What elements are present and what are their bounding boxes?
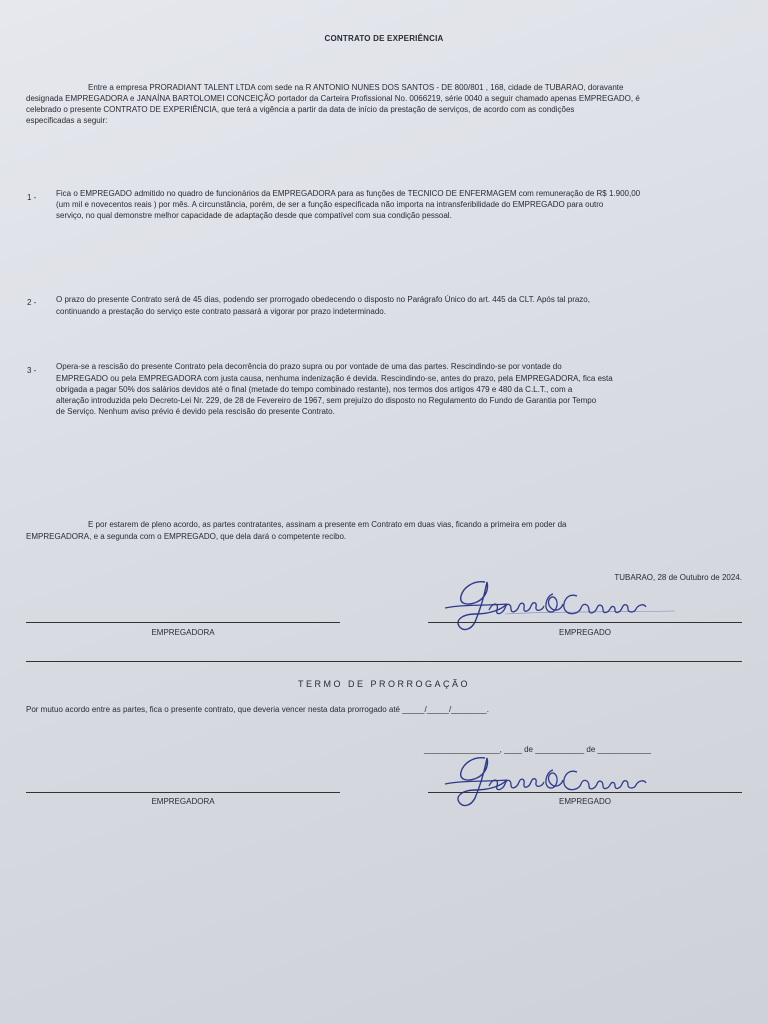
intro-line-2: designada EMPREGADORA e JANAÍNA BARTOLOMEI CONCEIÇÃO portador da Carteira Profissional No. 0066219, série 0040 a seguir chamado apenas EMPREGADO, é [26,94,640,103]
clause-number: 1 - [27,193,37,202]
employee-signature-line-prorrogacao [428,792,742,793]
intro-line-4: especificadas a seguir: [26,116,108,125]
clause-3-line: alteração introduzida pelo Decreto-Lei Nr. 229, de 28 de Fevereiro de 1967, sem prejuízo do disposto no Regulamento do Fundo de Garantia por Tempo [56,396,597,405]
place-date: TUBARAO, 28 de Outubro de 2024. [614,573,742,582]
prorrogacao-date-line: _________________, ____ de ___________ de ____________ [424,745,651,754]
clause-3-line: Opera-se a rescisão do presente Contrato pela decorrência do prazo supra ou por vontade de uma das partes. Rescindindo-se por vontade do [56,362,562,371]
employee-label-prorrogacao: EMPREGADO [558,797,611,806]
clause-3-line: obrigada a pagar 50% dos salários devidos até o final (metade do tempo combinado restante), nos termos dos artigos 479 e 480 da C.L.T., com a [56,385,573,394]
clause-1-line: Fica o EMPREGADO admitido no quadro de funcionários da EMPREGADORA para as funções de TECNICO DE ENFERMAGEM com remuneração de R$ 1.900,00 [56,189,641,198]
clause-3-line: EMPREGADO ou pela EMPREGADORA com justa causa, nenhuma indenização é devida. Rescindindo-se, antes do prazo, pela EMPREGADORA, fica esta [56,374,613,383]
document-title: CONTRATO DE EXPERIÊNCIA [324,34,444,43]
clause-2-line: O prazo do presente Contrato será de 45 dias, podendo ser prorrogado obedecendo o disposto no Parágrafo Único do art. 445 da CLT. Após tal prazo, [56,295,590,304]
clause-2-line: continuando a prestação do serviço este contrato passará a vigorar por prazo indeterminado. [56,307,386,316]
clause-1-line: (um mil e novecentos reais ) por mês. A circunstância, porém, de ser a função especificada não importa na intransferibilidade do EMPREGADO para outro [56,200,604,209]
employer-label: EMPREGADORA [151,628,215,637]
prorrogacao-text: Por mutuo acordo entre as partes, fica o presente contrato, que deveria vencer nesta data prorrogado até _____/_____/________. [26,705,489,714]
intro-line-3: celebrado o presente CONTRATO DE EXPERIÊNCIA, que terá a vigência a partir da data de início da prestação de serviços, de acordo com as condições [26,105,575,114]
prorrogacao-title: TERMO DE PRORROGAÇÃO [297,679,470,689]
employer-signature-line [26,622,340,623]
section-divider [26,661,742,662]
closing-line-1: E por estarem de pleno acordo, as partes contratantes, assinam a presente em Contrato em duas vias, ficando a primeira em poder da [88,520,567,529]
clause-number: 3 - [27,366,37,375]
employee-signature [445,574,685,636]
closing-line-2: EMPREGADORA, e a segunda com o EMPREGADO, que dela dará o competente recibo. [26,532,347,541]
clause-1-line: serviço, no qual demonstre melhor capacidade de adaptação desde que compatível com sua condição pessoal. [56,211,452,220]
employee-label: EMPREGADO [558,628,611,637]
employer-signature-line-prorrogacao [26,792,340,793]
clause-number: 2 - [27,298,37,307]
employer-label-prorrogacao: EMPREGADORA [151,797,215,806]
employee-signature-line [428,622,742,623]
clause-3-line: de Serviço. Nenhum aviso prévio é devido pela rescisão do presente Contrato. [56,407,335,416]
intro-line-1: Entre a empresa PRORADIANT TALENT LTDA com sede na R ANTONIO NUNES DOS SANTOS - DE 800/801 , 168, cidade de TUBARAO, doravante [88,83,624,92]
